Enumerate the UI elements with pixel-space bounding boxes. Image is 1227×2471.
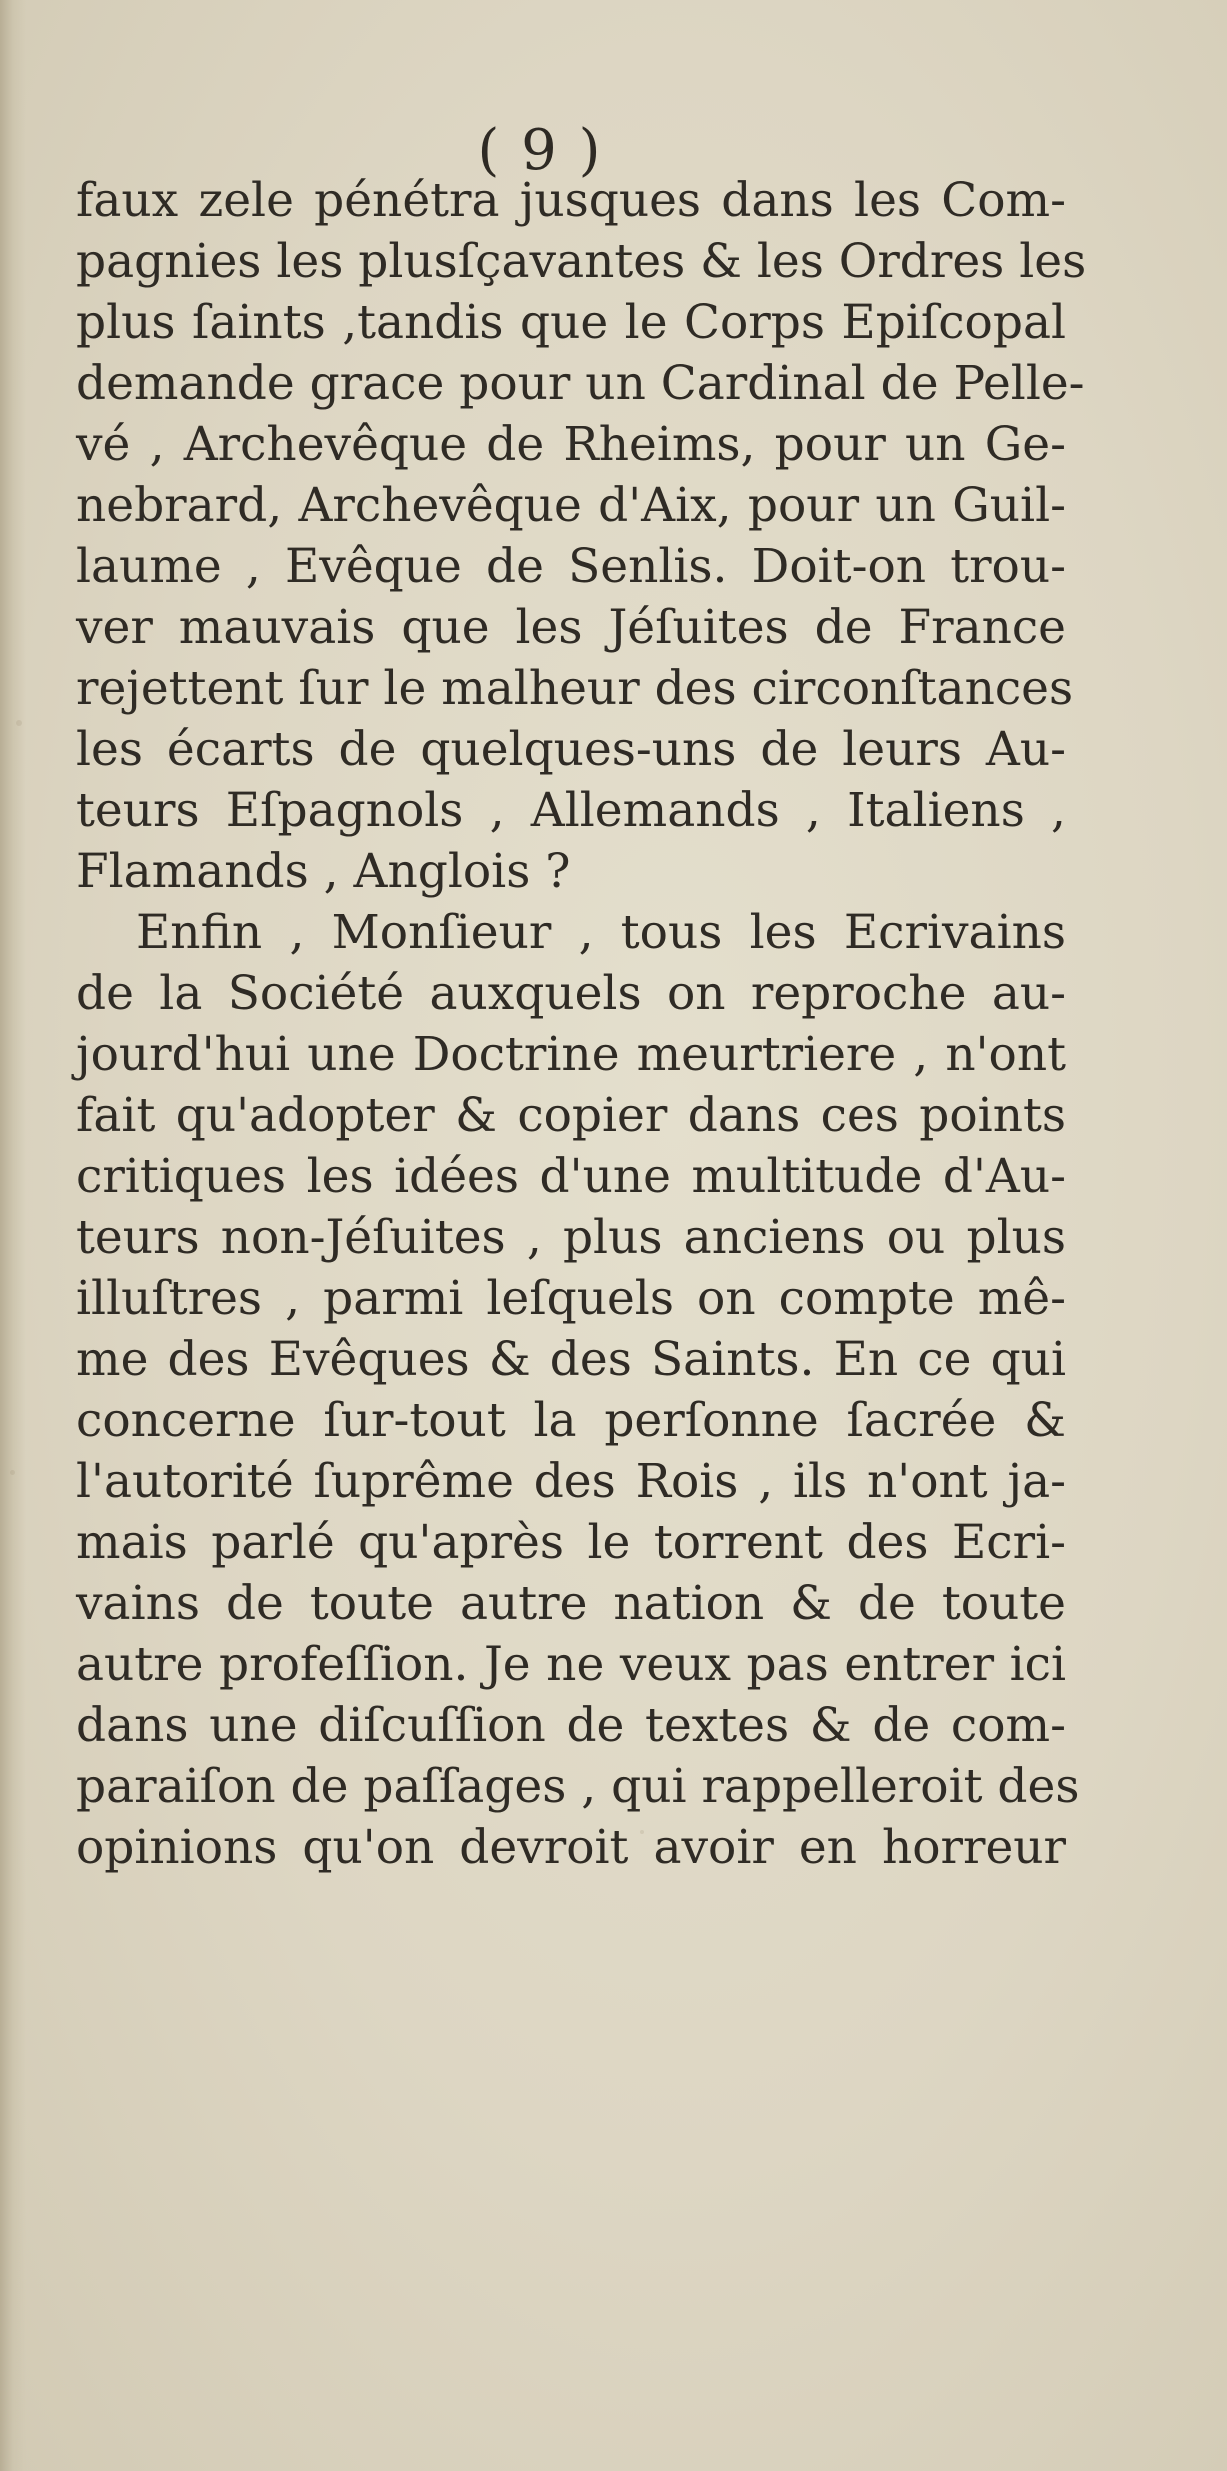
text-line: me des Evêques & des Saints. En ce qui (76, 1332, 1066, 1387)
text-line: mais parlé qu'après le torrent des Ecri- (76, 1515, 1066, 1570)
text-line: ver mauvais que les Jéſuites de France (76, 600, 1066, 655)
text-line: vains de toute autre nation & de toute (76, 1576, 1066, 1631)
text-line: fait qu'adopter & copier dans ces points (76, 1088, 1066, 1143)
text-line: plus ſaints ,tandis que le Corps Epiſcopal (76, 295, 1066, 350)
text-line: rejettent ſur le malheur des circonſtances (76, 661, 1074, 716)
paper-blemish (10, 1470, 15, 1475)
body-text (76, 170, 1087, 1878)
text-line: de la Société auxquels on reproche au- (76, 966, 1066, 1021)
text-line: jourd'hui une Doctrine meurtriere , n'ont (76, 1027, 1066, 1082)
text-line: paraiſon de paſſages , qui rappelleroit des (76, 1759, 1080, 1814)
page-number: ( 9 ) (477, 118, 603, 183)
text-line: critiques les idées d'une multitude d'Au- (76, 1149, 1066, 1204)
text-line: l'autorité ſuprême des Rois , ils n'ont ja- (76, 1454, 1066, 1509)
paragraph-2 (76, 902, 1080, 1878)
text-line: autre profeſſion. Je ne veux pas entrer ici (76, 1637, 1066, 1692)
text-line: les écarts de quelques-uns de leurs Au- (76, 722, 1066, 777)
text-line: faux zele pénétra jusques dans les Com- (76, 173, 1066, 228)
text-line: vé , Archevêque de Rheims, pour un Ge- (76, 417, 1066, 472)
text-line: Flamands , Anglois ? (76, 844, 571, 899)
paragraph-1 (76, 170, 1087, 902)
text-line: teurs non-Jéſuites , plus anciens ou plus (76, 1210, 1066, 1265)
text-line: opinions qu'on devroit avoir en horreur (76, 1820, 1066, 1875)
text-line: nebrard, Archevêque d'Aix, pour un Guil- (76, 478, 1066, 533)
text-line: laume , Evêque de Senlis. Doit-on trou- (76, 539, 1066, 594)
text-line: Enfin , Monſieur , tous les Ecrivains (136, 905, 1066, 960)
text-line: teurs Eſpagnols , Allemands , Italiens , (76, 783, 1066, 838)
text-line: dans une diſcuſſion de textes & de com- (76, 1698, 1066, 1753)
text-line: concerne ſur-tout la perſonne ſacrée & (76, 1393, 1066, 1448)
binding-shadow (0, 0, 26, 2471)
text-line: illuſtres , parmi leſquels on compte mê- (76, 1271, 1066, 1326)
text-line: pagnies les plusſçavantes & les Ordres les (76, 234, 1087, 289)
text-line: demande grace pour un Cardinal de Pelle- (76, 356, 1085, 411)
paper-blemish (16, 720, 22, 726)
